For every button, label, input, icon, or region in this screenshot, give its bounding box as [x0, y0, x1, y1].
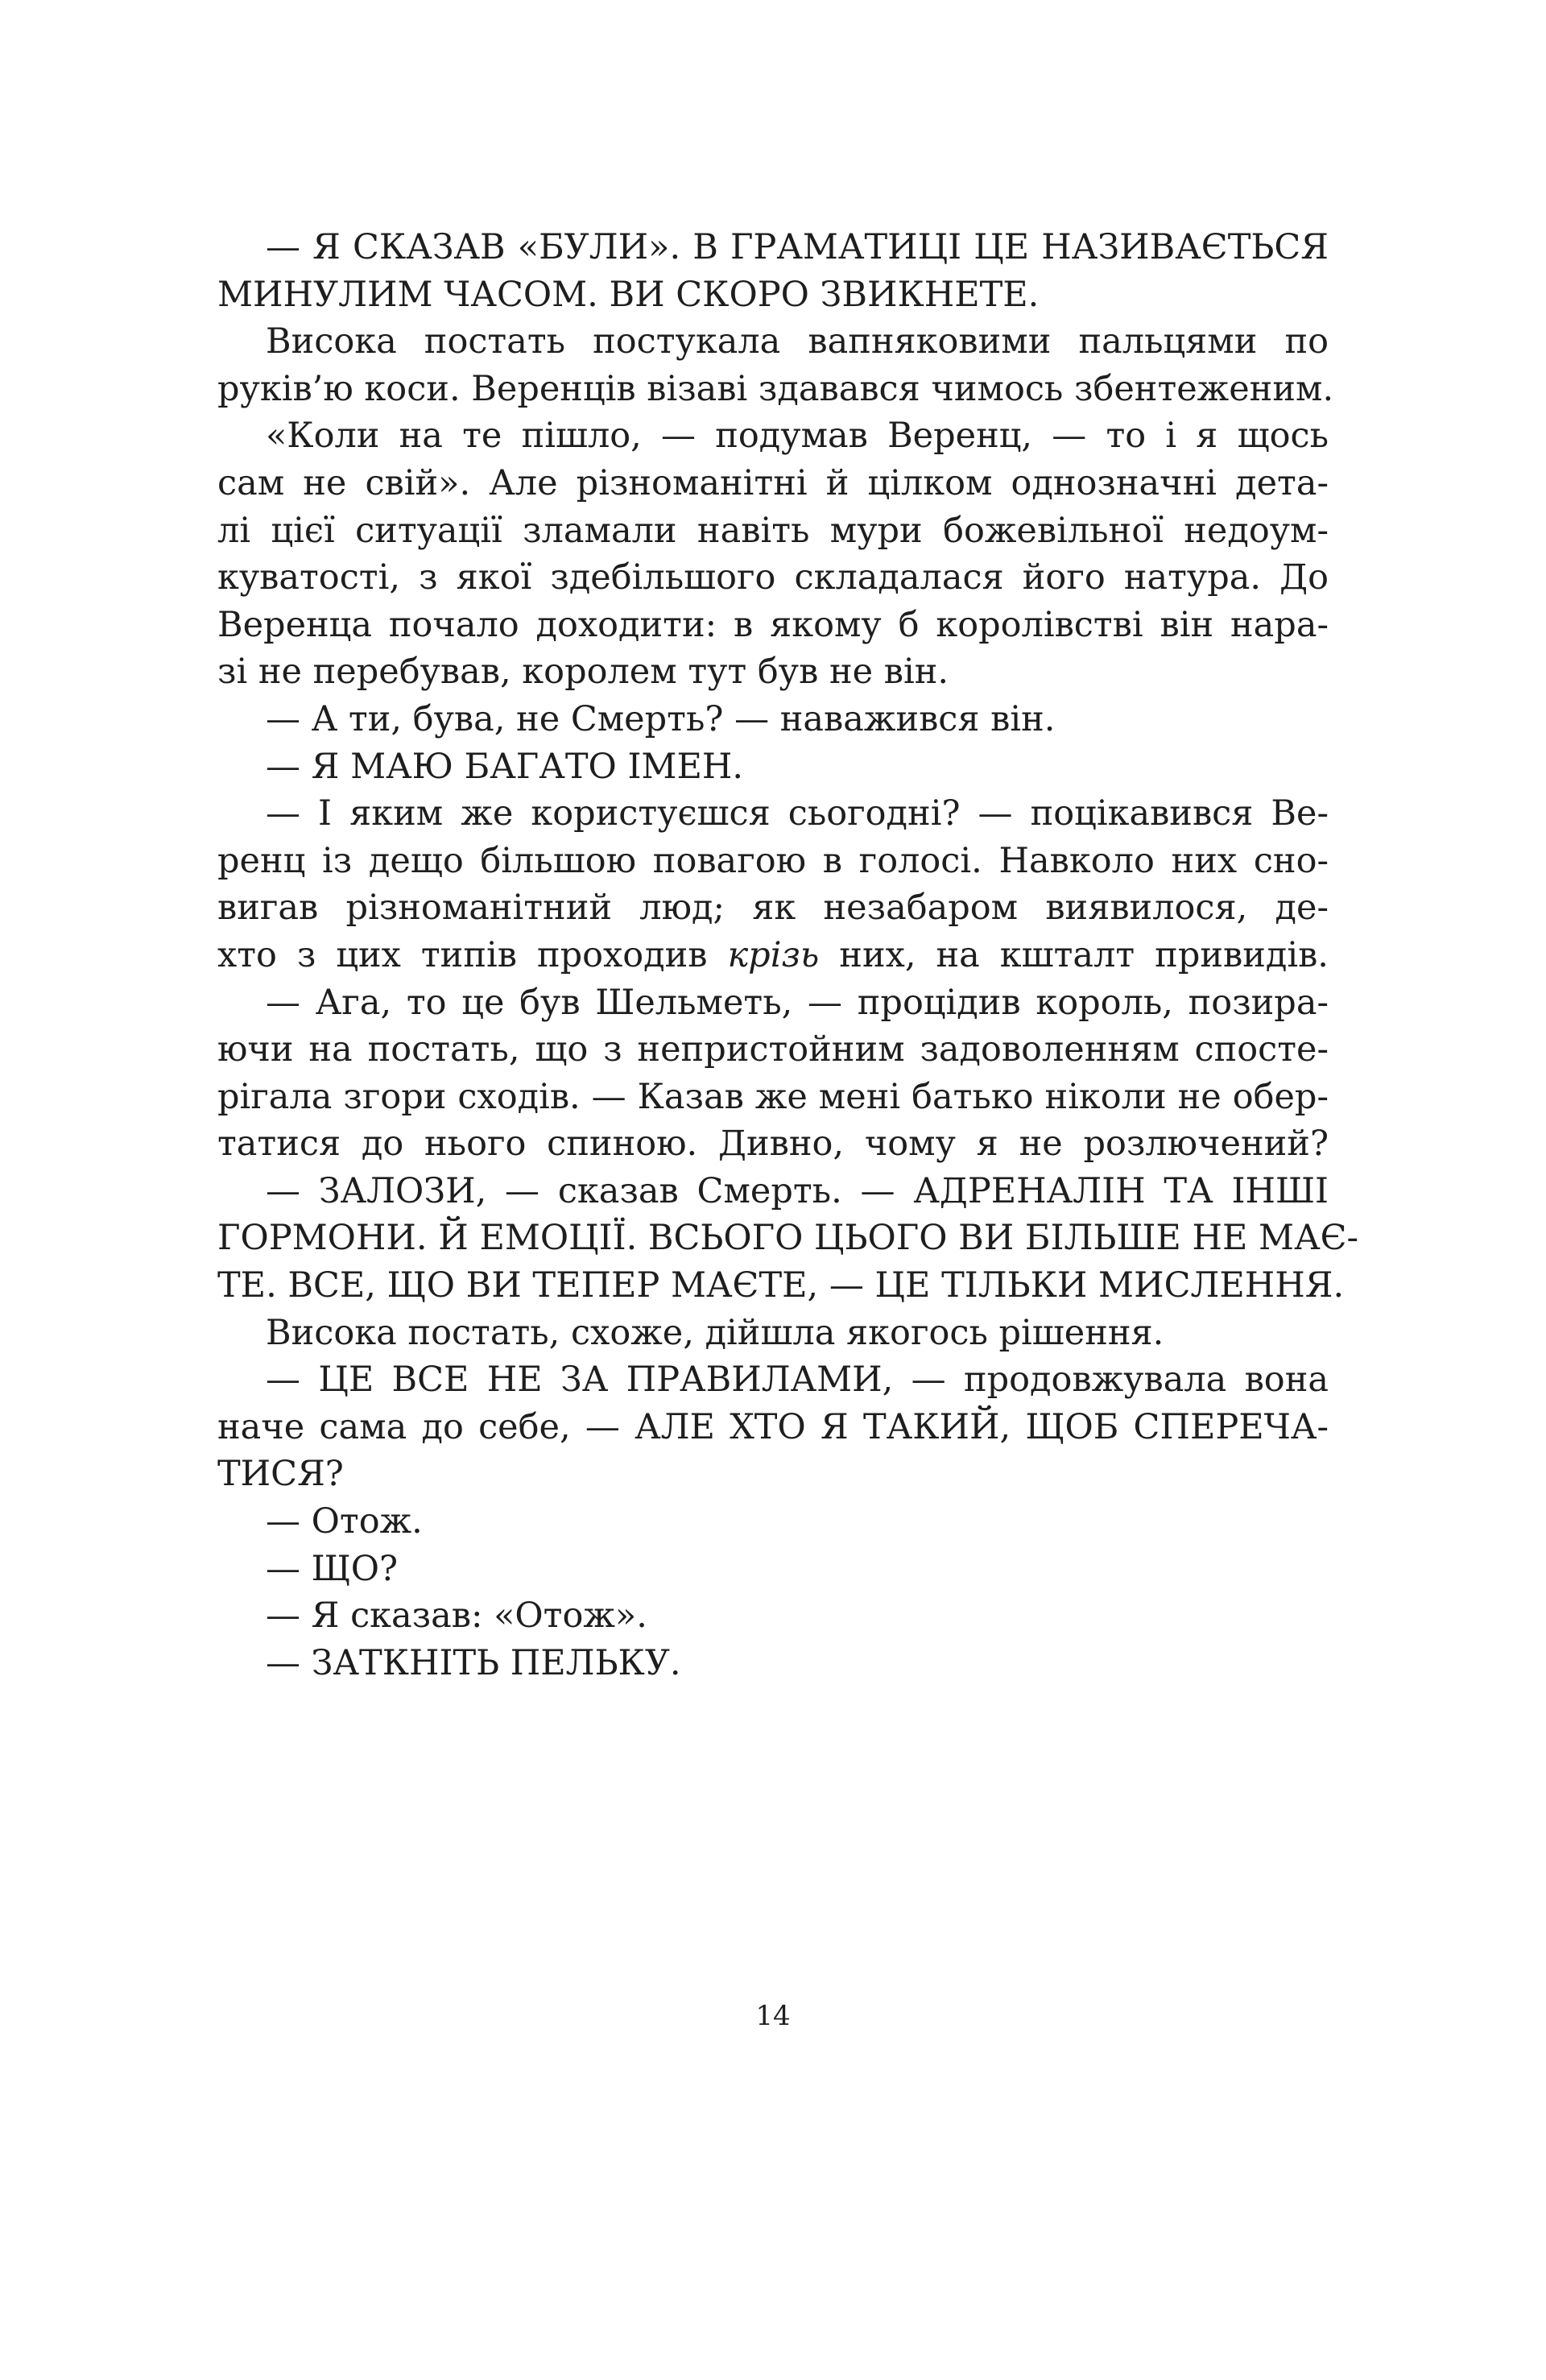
text-line: — І яким же користуєшся сьогодні? — поцікавився Ве- — [266, 793, 1329, 834]
text-line: руків’ю коси. Веренців візаві здавався чимось збентеженим. — [217, 368, 1334, 409]
text-line: Висока постать, схоже, дійшла якогось рішення. — [266, 1312, 1164, 1353]
text-line: лі цієї ситуації зламали навіть мури божевільної недоум- — [217, 510, 1329, 551]
text-line: — Я СКАЗАВ «БУЛИ». В ГРАМАТИЦІ ЦЕ НАЗИВАЄТЬСЯ — [266, 227, 1329, 267]
text-line: — Я сказав: «Отож». — [266, 1596, 647, 1637]
text-line: ючи на постать, що з непристойним задоволенням спосте- — [217, 1029, 1329, 1070]
text-line: — ЗАЛОЗИ, — сказав Смерть. — АДРЕНАЛІН ТА ІНШІ — [266, 1170, 1329, 1211]
text-line: татися до нього спиною. Дивно, чому я не розлючений? — [217, 1124, 1329, 1165]
text-line: — Ага, то це був Шельметь, — процідив король, позира- — [266, 982, 1329, 1023]
text-line: ГОРМОНИ. Й ЕМОЦІЇ. ВСЬОГО ЦЬОГО ВИ БІЛЬШЕ НЕ МАЄ- — [217, 1218, 1359, 1259]
text-line: — Я МАЮ БАГАТО ІМЕН. — [266, 746, 744, 787]
text-line: «Коли на те пішло, — подумав Веренц, — то і я щось — [266, 416, 1329, 457]
text-segment: хто з цих типів проходив — [217, 934, 708, 975]
text-line: рігала згори сходів. — Казав же мені батько ніколи не обер- — [217, 1076, 1329, 1117]
text-line: ТЕ. ВСЕ, ЩО ВИ ТЕПЕР МАЄТЕ, — ЦЕ ТІЛЬКИ МИСЛЕННЯ. — [217, 1265, 1345, 1306]
text-line: зі не перебував, королем тут був не він. — [217, 652, 949, 693]
text-line: — ЗАТКНІТЬ ПЕЛЬКУ. — [266, 1642, 681, 1683]
italic-word: крізь — [727, 934, 820, 975]
text-line — [217, 932, 1329, 979]
text-line: — Отож. — [266, 1501, 423, 1542]
text-line: ренц із дещо більшою повагою в голосі. Навколо них сно- — [217, 840, 1329, 881]
page-number: 14 — [755, 2000, 791, 2032]
text-line: сам не свій». Але різноманітні й цілком однозначні дета- — [217, 462, 1329, 503]
text-line: — ЦЕ ВСЕ НЕ ЗА ПРАВИЛАМИ, — продовжувала вона — [266, 1360, 1329, 1401]
text-line: Веренца почало доходити: в якому б королівстві він нара- — [217, 604, 1329, 645]
text-line: МИНУЛИМ ЧАСОМ. ВИ СКОРО ЗВИКНЕТЕ. — [217, 274, 1040, 315]
page-text — [217, 224, 1359, 1687]
text-line: вигав різноманітний люд; як незабаром виявилося, де- — [217, 888, 1329, 929]
text-line: Висока постать постукала вапняковими пальцями по — [266, 321, 1329, 362]
text-line: куватості, з якої здебільшого складалася його натура. До — [217, 557, 1329, 598]
text-segment: них, на кшталт привидів. — [839, 934, 1329, 975]
text-line: — ЩО? — [266, 1548, 399, 1589]
text-line: — А ти, бува, не Смерть? — наважився він. — [266, 698, 1056, 739]
text-line: ТИСЯ? — [217, 1454, 344, 1495]
text-line: наче сама до себе, — АЛЕ ХТО Я ТАКИЙ, ЩОБ СПЕРЕЧА- — [217, 1406, 1329, 1447]
